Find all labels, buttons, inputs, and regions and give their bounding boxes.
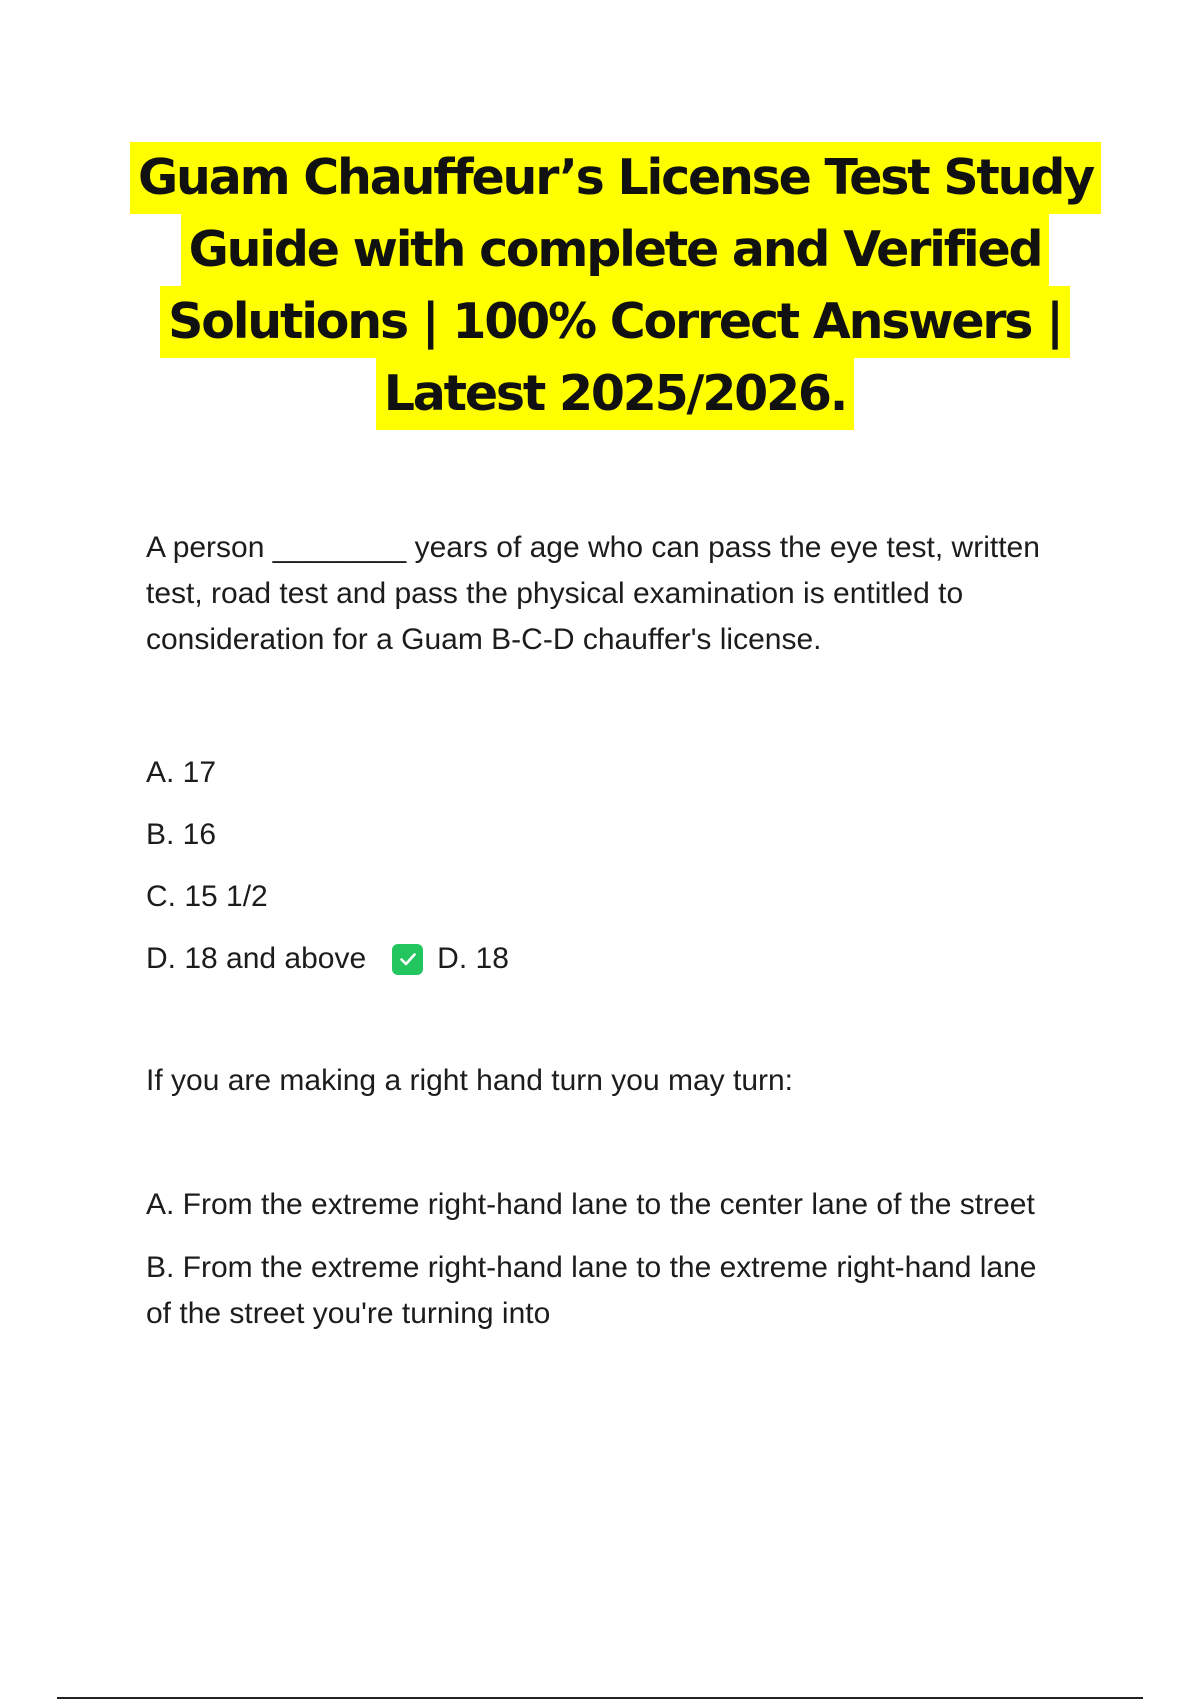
question-1-option-b [146, 804, 1066, 866]
question-1-option-c [146, 866, 1066, 928]
option-label: A. From the extreme right-hand lane to the center lane of the street [146, 1188, 1035, 1221]
question-1-option-d [146, 928, 1066, 990]
title-line-3: Solutions | 100% Correct Answers | [160, 286, 1070, 358]
option-label: D. 18 and above [146, 942, 367, 975]
correct-answer-label: D. 18 [437, 942, 509, 975]
question-1-text: A person ________ years of age who can pass the eye test, written test, road test and pass the physical examination is entitled to consideration for a Guam B-C-D chauffer's license. [146, 531, 1040, 656]
title-line-1: Guam Chauffeur’s License Test Study [130, 142, 1101, 214]
page-bottom-divider [57, 1697, 1143, 1699]
question-1-option-a [146, 742, 1066, 804]
question-1-options [146, 742, 1066, 990]
option-label: A. 17 [146, 756, 217, 789]
option-label: B. From the extreme right-hand lane to the extreme right-hand lane of the street you're turning into [146, 1251, 1037, 1330]
title-line-2: Guide with complete and Verified [181, 214, 1050, 286]
question-2-text: If you are making a right hand turn you may turn: [146, 1064, 794, 1097]
option-label: C. 15 1/2 [146, 880, 268, 913]
check-mark-icon [392, 944, 423, 975]
question-2-option-b [146, 1245, 1066, 1337]
title-line-4: Latest 2025/2026. [376, 358, 854, 430]
question-2-option-a [146, 1182, 1066, 1228]
option-label: B. 16 [146, 818, 217, 851]
document-title [130, 142, 1100, 430]
question-2-options [146, 1182, 1066, 1354]
